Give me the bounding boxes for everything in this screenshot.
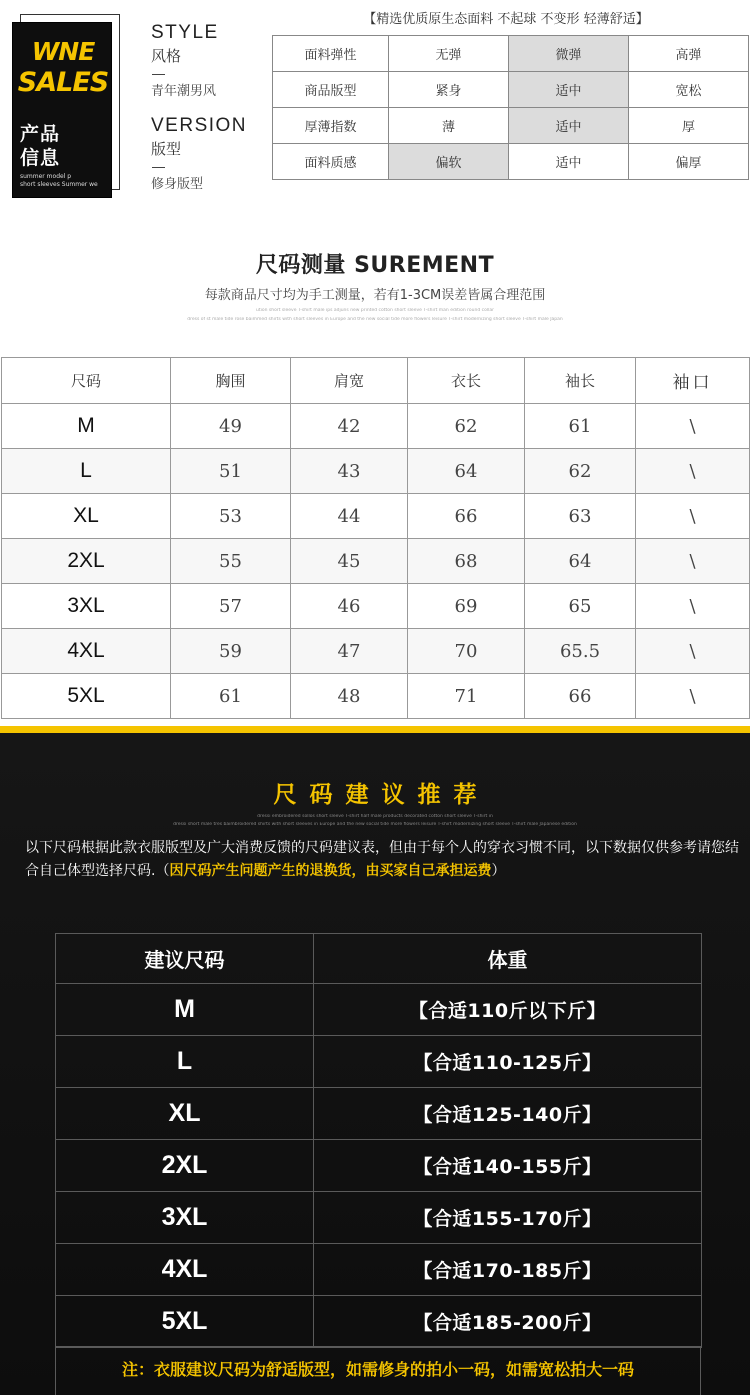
recommended-size-cell: 2XL: [56, 1140, 314, 1192]
table-row: [2, 404, 750, 449]
product-info-title-line1: 产品: [20, 123, 61, 145]
fabric-attribute-table: [272, 35, 749, 180]
product-info-title-line2: 信息: [20, 147, 61, 169]
divider: [152, 74, 165, 75]
fabric-option: 薄: [389, 108, 509, 144]
table-row: [2, 584, 750, 629]
table-row: [56, 1244, 702, 1296]
measurement-cell: \: [636, 539, 750, 584]
measurement-cell: 55: [171, 539, 291, 584]
table-row: [2, 494, 750, 539]
recommended-size-cell: 5XL: [56, 1296, 314, 1348]
measurement-cell: 51: [171, 449, 291, 494]
measurement-cell: 65: [525, 584, 636, 629]
measurement-subtitle: 每款商品尺寸均为手工测量，若有1-3CM误差皆属合理范围: [204, 288, 546, 303]
measurement-cell: 47: [291, 629, 408, 674]
size-table-header: 袖口: [636, 358, 750, 404]
fabric-option-selected: 适中: [509, 108, 629, 144]
measurement-cell: \: [636, 674, 750, 719]
measurement-cell: \: [636, 584, 750, 629]
brand-logo-card: [12, 22, 112, 198]
desc-end: ）: [491, 863, 506, 879]
recommendation-description: [25, 837, 740, 883]
weight-range-cell: 【合适155-170斤】: [314, 1192, 702, 1244]
fabric-row: [273, 72, 749, 108]
recommended-size-cell: 3XL: [56, 1192, 314, 1244]
product-info-section: [0, 0, 750, 200]
fabric-row: [273, 108, 749, 144]
measurement-cell: \: [636, 404, 750, 449]
measurement-cell: 61: [525, 404, 636, 449]
logo-text-line2: SALES: [17, 67, 109, 98]
style-label-zh: 风格: [151, 47, 182, 65]
size-label-cell: 2XL: [2, 539, 171, 584]
measurement-cell: 43: [291, 449, 408, 494]
size-table-header: 胸围: [171, 358, 291, 404]
measurement-cell: 68: [408, 539, 525, 584]
fabric-row-label: 面料质感: [273, 144, 389, 180]
size-label-cell: 5XL: [2, 674, 171, 719]
desc-highlight: 因尺码产生问题产生的退换货，由买家自己承担运费: [169, 863, 492, 879]
version-label-zh: 版型: [151, 140, 182, 158]
measurement-cell: 64: [408, 449, 525, 494]
size-table-header: 袖长: [525, 358, 636, 404]
measurement-fine-print-2: dress of st male tide rose baimmed shirts with short sleeves in Europe and the new social tide more flowers leisure T-shirt modernizing short sleeve T-shirt male Japan: [187, 317, 563, 322]
recommendation-fine-print-1: dressi embroidered sollos short sleeve T-shirt half male products decorated cotton short sleeve T-shirt in: [257, 814, 493, 819]
style-value: 青年潮男风: [151, 84, 217, 99]
recommended-size-cell: M: [56, 984, 314, 1036]
measurement-cell: 66: [525, 674, 636, 719]
measurement-cell: 64: [525, 539, 636, 584]
measurement-cell: 53: [171, 494, 291, 539]
fabric-option: 无弹: [389, 36, 509, 72]
recommendation-title: 尺码建议推荐: [273, 782, 490, 808]
measurement-cell: 42: [291, 404, 408, 449]
fabric-title: 【精选优质原生态面料 不起球 不变形 轻薄舒适】: [363, 12, 649, 27]
weight-range-cell: 【合适185-200斤】: [314, 1296, 702, 1348]
fabric-option: 宽松: [629, 72, 749, 108]
table-row: [56, 1296, 702, 1348]
recommended-size-cell: XL: [56, 1088, 314, 1140]
measurement-cell: \: [636, 449, 750, 494]
fabric-option: 适中: [509, 144, 629, 180]
size-table-header: 尺码: [2, 358, 171, 404]
fabric-option-selected: 偏软: [389, 144, 509, 180]
weight-range-cell: 【合适170-185斤】: [314, 1244, 702, 1296]
measurement-cell: \: [636, 629, 750, 674]
fabric-option: 高弹: [629, 36, 749, 72]
table-row: [56, 1140, 702, 1192]
measurement-cell: 49: [171, 404, 291, 449]
table-row: [56, 984, 702, 1036]
measurement-cell: 62: [525, 449, 636, 494]
version-label-en: VERSION: [151, 115, 248, 136]
size-label-cell: 4XL: [2, 629, 171, 674]
measurement-cell: 69: [408, 584, 525, 629]
table-row: [2, 449, 750, 494]
measurement-cell: 59: [171, 629, 291, 674]
table-row: [2, 629, 750, 674]
size-recommendation-section: [0, 726, 750, 1395]
size-label-cell: M: [2, 404, 171, 449]
size-label-cell: L: [2, 449, 171, 494]
measurement-cell: 44: [291, 494, 408, 539]
measurement-cell: 70: [408, 629, 525, 674]
size-measurement-table: [1, 357, 750, 719]
measurement-cell: 57: [171, 584, 291, 629]
recommended-size-cell: 4XL: [56, 1244, 314, 1296]
fabric-option: 紧身: [389, 72, 509, 108]
table-row: [56, 1088, 702, 1140]
weight-range-cell: 【合适125-140斤】: [314, 1088, 702, 1140]
fabric-row-label: 面料弹性: [273, 36, 389, 72]
divider: [152, 167, 165, 168]
style-label-en: STYLE: [151, 22, 219, 43]
measurement-cell: 61: [171, 674, 291, 719]
size-label-cell: XL: [2, 494, 171, 539]
table-row: [56, 1192, 702, 1244]
fabric-option-selected: 适中: [509, 72, 629, 108]
tiny-caption-line2: short sleeves Summer we: [20, 181, 98, 188]
size-table-header: 衣长: [408, 358, 525, 404]
measurement-cell: 66: [408, 494, 525, 539]
measurement-title: 尺码测量 SUREMENT: [255, 253, 495, 278]
weight-range-cell: 【合适140-155斤】: [314, 1140, 702, 1192]
fabric-row-label: 商品版型: [273, 72, 389, 108]
desc-main: 以下尺码根据此款衣服版型及广大消费反馈的尺码建议表，但由于每个人的穿衣习惯不同，以下数据仅供参考请您结合自己体型选择尺码.（: [25, 840, 739, 879]
weight-range-cell: 【合适110-125斤】: [314, 1036, 702, 1088]
measurement-cell: 48: [291, 674, 408, 719]
version-value: 修身版型: [151, 177, 204, 192]
table-row: [56, 1036, 702, 1088]
measurement-cell: 46: [291, 584, 408, 629]
tiny-caption-line1: summer model p: [20, 173, 72, 180]
recommendation-table-header: 体重: [314, 934, 702, 984]
fabric-option: 厚: [629, 108, 749, 144]
measurement-cell: 71: [408, 674, 525, 719]
fabric-option: 偏厚: [629, 144, 749, 180]
fabric-row-label: 厚薄指数: [273, 108, 389, 144]
size-table-header: 肩宽: [291, 358, 408, 404]
table-row: [2, 674, 750, 719]
recommendation-note: 注：衣服建议尺码为舒适版型，如需修身的拍小一码，如需宽松拍大一码: [55, 1346, 701, 1395]
weight-range-cell: 【合适110斤以下斤】: [314, 984, 702, 1036]
size-label-cell: 3XL: [2, 584, 171, 629]
fabric-row: [273, 144, 749, 180]
measurement-cell: \: [636, 494, 750, 539]
accent-bar: [0, 726, 750, 733]
measurement-cell: 63: [525, 494, 636, 539]
brand-box-graphic: [12, 14, 122, 198]
recommendation-fine-print-2: dressi short male tres baimbroidered shirts with short sleeves in Europe and the new social tide more flowers leisure T-shirt modernizing short sleeve T-shirt male Japanese edition: [173, 822, 577, 827]
recommended-size-cell: L: [56, 1036, 314, 1088]
size-recommendation-table: [55, 933, 702, 1348]
measurement-cell: 65.5: [525, 629, 636, 674]
measurement-cell: 45: [291, 539, 408, 584]
table-row: [2, 539, 750, 584]
recommendation-table-header: 建议尺码: [56, 934, 314, 984]
style-version-block: [151, 22, 261, 192]
measurement-cell: 62: [408, 404, 525, 449]
fabric-option-selected: 微弹: [509, 36, 629, 72]
logo-text-line1: WNE: [31, 37, 95, 66]
fabric-row: [273, 36, 749, 72]
measurement-fine-print-1: ution short sleeve T-shirt male ips adjuns new printed cotton short sleeve T-shirt man edition round collar: [256, 308, 494, 313]
